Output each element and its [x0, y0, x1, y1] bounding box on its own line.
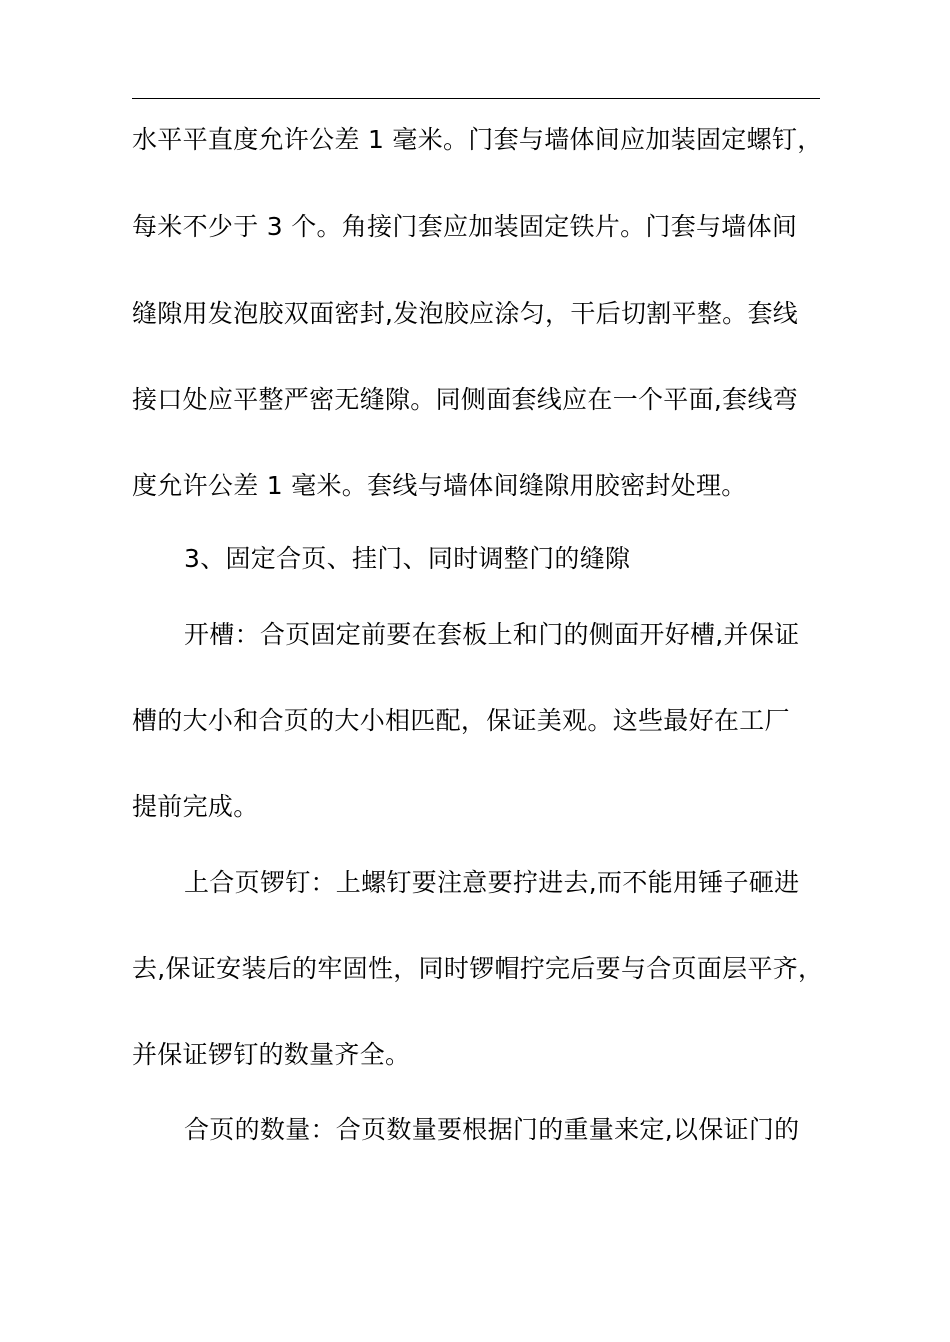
text-line: 水平平直度允许公差 1 毫米。门套与墙体间应加装固定螺钉，: [132, 125, 823, 154]
text-line: 去,保证安装后的牢固性，同时锣帽拧完后要与合页面层平齐，: [132, 954, 824, 983]
text-line: 开槽：合页固定前要在套板上和门的侧面开好槽,并保证: [184, 620, 800, 649]
section-heading: 3、固定合页、挂门、同时调整门的缝隙: [184, 544, 631, 573]
text-line: 上合页锣钉：上螺钉要注意要拧进去,而不能用锤子砸进: [184, 868, 800, 897]
text-line: 缝隙用发泡胶双面密封,发泡胶应涂匀，干后切割平整。套线: [132, 299, 799, 328]
text-line: 提前完成。: [132, 792, 259, 821]
text-line: 接口处应平整严密无缝隙。同侧面套线应在一个平面,套线弯: [132, 385, 799, 414]
text-line: 度允许公差 1 毫米。套线与墙体间缝隙用胶密封处理。: [132, 471, 747, 500]
header-rule: [132, 98, 820, 99]
text-line: 槽的大小和合页的大小相匹配，保证美观。这些最好在工厂: [132, 706, 790, 735]
text-line: 每米不少于 3 个。角接门套应加装固定铁片。门套与墙体间: [132, 212, 798, 241]
text-line: 合页的数量：合页数量要根据门的重量来定,以保证门的: [184, 1115, 800, 1144]
text-line: 并保证锣钉的数量齐全。: [132, 1040, 411, 1069]
